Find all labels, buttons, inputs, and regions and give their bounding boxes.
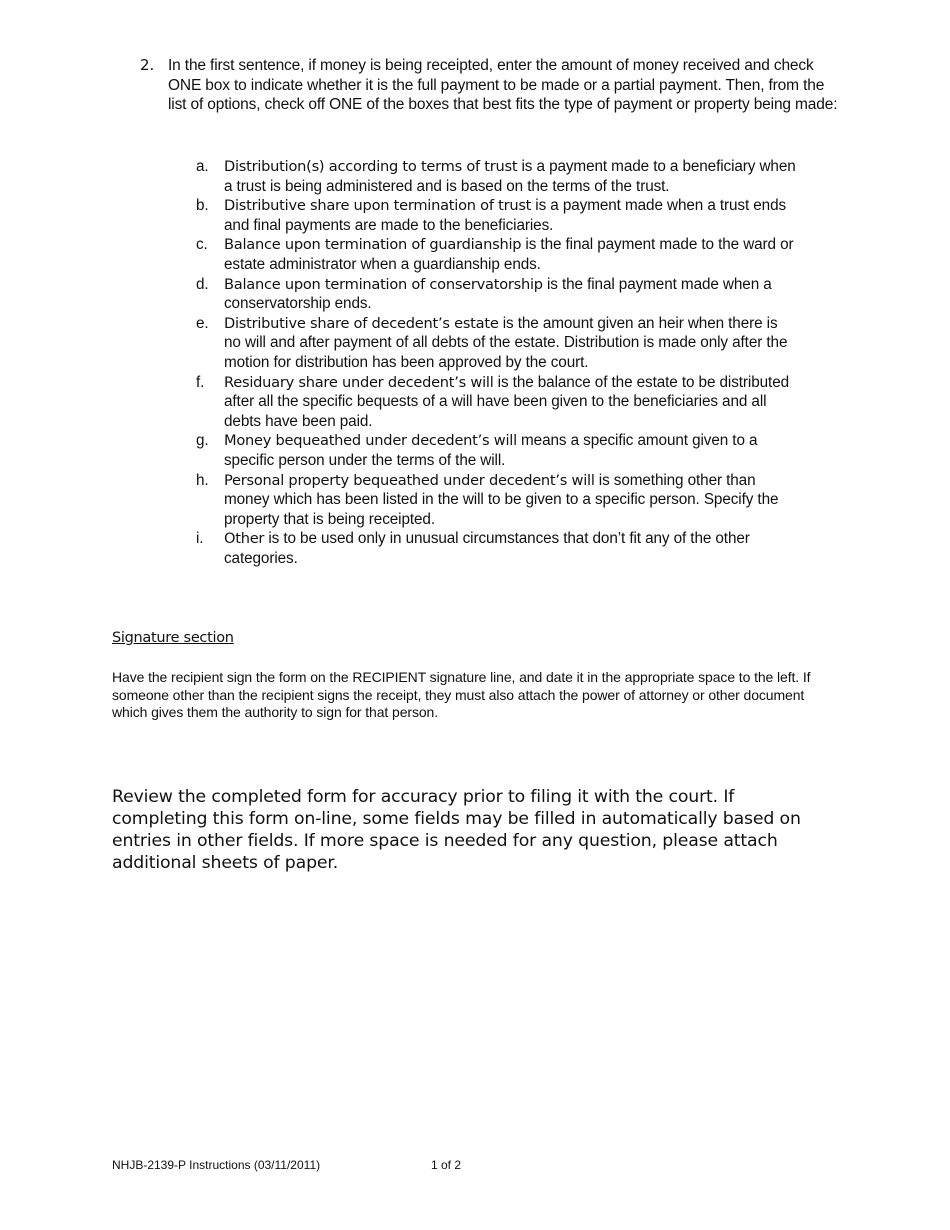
option-letter: h. (196, 471, 209, 489)
option-term: Personal property bequeathed under decedent’s will (224, 471, 595, 489)
option-letter: b. (196, 197, 209, 215)
option-letter: i. (196, 530, 204, 548)
option-description: is the amount given an heir when there is no will and after payment of all debts of the estate. Distribution is made only after the motion for distribution has been approved by the court. (224, 314, 788, 371)
option-letter: f. (196, 373, 205, 391)
option-item (196, 157, 796, 196)
option-letter: d. (196, 275, 209, 293)
option-term: Balance upon termination of guardianship (224, 236, 522, 254)
option-item (196, 431, 796, 470)
option-description: is the final payment made when a conservatorship ends. (224, 275, 772, 313)
option-letter: c. (196, 236, 208, 254)
option-item (196, 529, 796, 568)
page-number: 1 of 2 (431, 1158, 462, 1172)
item-number: 2. (140, 56, 155, 74)
payment-type-options (196, 157, 796, 568)
option-description: is a payment made when a trust ends and final payments are made to the beneficiaries. (224, 197, 787, 234)
option-letter: g. (196, 432, 209, 450)
page-footer (112, 1158, 462, 1172)
option-item (196, 373, 796, 432)
option-item (196, 235, 796, 274)
signature-section-text: Have the recipient sign the form on the RECIPIENT signature line, and date it in the appropriate space to the left. If someone other than the recipient signs the receipt, they must also attach the power of attorney or other document which gives them the authority to sign for that person. (112, 669, 811, 721)
option-letter: a. (196, 158, 209, 175)
form-code: NHJB-2139-P Instructions (03/11/2011) (112, 1158, 321, 1172)
signature-section-heading: Signature section (112, 630, 234, 646)
option-letter: e. (196, 314, 209, 332)
option-term: Other (224, 530, 265, 548)
option-term: Residuary share under decedent’s will (224, 373, 494, 391)
option-term: Money bequeathed under decedent’s will (224, 432, 517, 450)
option-term: Distributive share of decedent’s estate (224, 314, 499, 332)
option-term: Distributive share upon termination of trust (224, 197, 532, 215)
option-description: is a payment made to a beneficiary when a trust is being administered and is based on the terms of the trust. (224, 158, 796, 195)
option-description: is something other than money which has been listed in the will to be given to a specific person. Specify the property that is being receipted. (224, 471, 779, 528)
option-term: Distribution(s) according to terms of trust (224, 158, 518, 175)
review-notice: Review the completed form for accuracy prior to filing it with the court. If completing this form on-line, some fields may be filled in automatically based on entries in other fields. If more space is needed for any question, please attach additional sheets of paper. (112, 787, 801, 873)
option-term: Balance upon termination of conservatorship (224, 275, 543, 293)
option-item (196, 314, 796, 373)
option-description: is the final payment made to the ward or estate administrator when a guardianship ends. (224, 236, 794, 273)
option-description: is to be used only in unusual circumstances that don’t fit any of the other categories. (224, 530, 750, 567)
option-item (196, 471, 796, 530)
option-description: is the balance of the estate to be distributed after all the specific bequests of a will have been given to the beneficiaries and all debts have been paid. (224, 373, 790, 430)
option-item (196, 196, 796, 235)
option-item (196, 275, 796, 314)
option-description: means a specific amount given to a specific person under the terms of the will. (224, 432, 758, 469)
instruction-item-2 (140, 56, 840, 115)
item-2-text: In the first sentence, if money is being receipted, enter the amount of money received and check ONE box to indicate whether it is the full payment to be made or a partial payment. Then, from the list of options, check off ONE of the boxes that best fits the type of payment or property being made: (168, 57, 838, 113)
